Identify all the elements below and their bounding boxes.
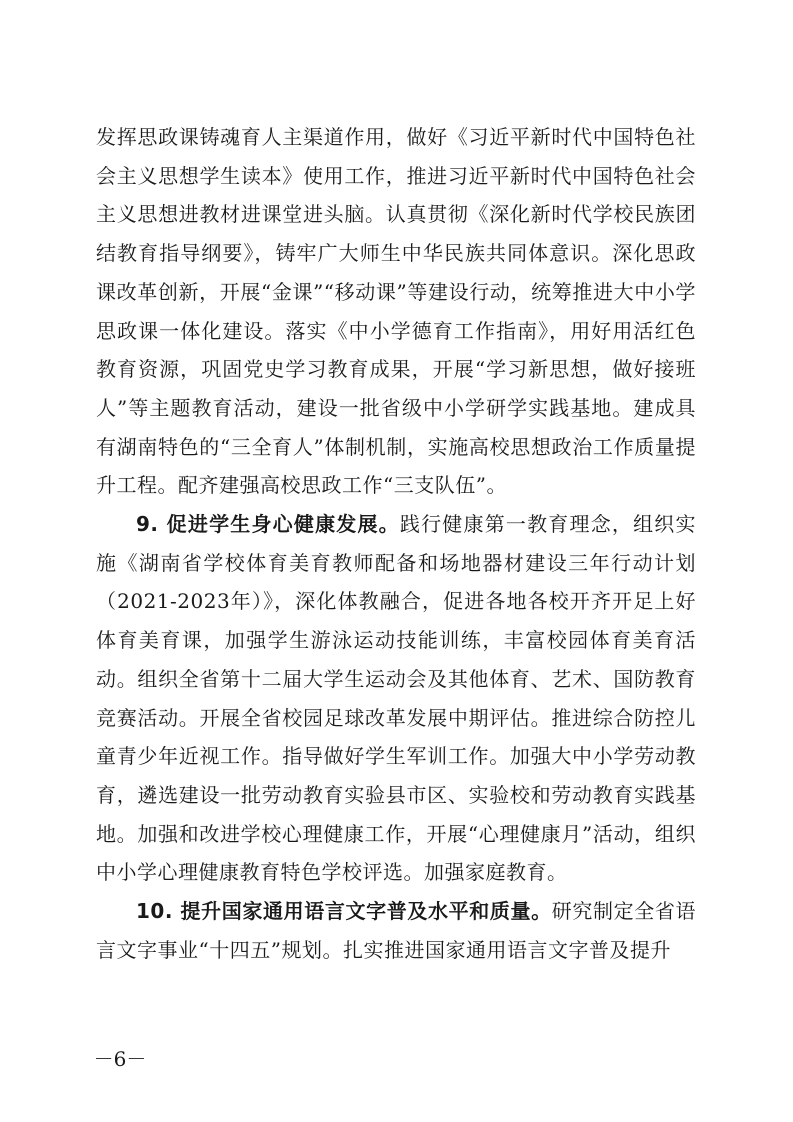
section-heading-10: 10. 提升国家通用语言文字普及水平和质量。 xyxy=(136,899,552,924)
page-number: －6－ xyxy=(93,1047,147,1071)
body-text xyxy=(96,118,696,969)
paragraph-2 xyxy=(96,505,696,892)
section-heading-9: 9. 促进学生身心健康发展。 xyxy=(136,512,400,537)
paragraph-2-body: 践行健康第一教育理念，组织实施《湖南省学校体育美育教师配备和场地器材建设三年行动计划（2021-2023年）》，深化体教融合，促进各地各校开齐开足上好体育美育课，加强学生游泳运动技能训练，丰富校园体育美育活动。组织全省第十二届大学生运动会及其他体育、艺术、国防教育竞赛活动。开展全省校园足球改革发展中期评估。推进综合防控儿童青少年近视工作。指导做好学生军训工作。加强大中小学劳动教育，遴选建设一批劳动教育实验县市区、实验校和劳动教育实践基地。加强和改进学校心理健康工作，开展“心理健康月”活动，组织中小学心理健康教育特色学校评选。加强家庭教育。 xyxy=(96,512,696,885)
paragraph-3-body: 研究制定全省语言文字事业“十四五”规划。扎实推进国家通用语言文字普及提升 xyxy=(96,899,696,962)
paragraph-1-body: 发挥思政课铸魂育人主渠道作用，做好《习近平新时代中国特色社会主义思想学生读本》使用工作，推进习近平新时代中国特色社会主义思想进教材进课堂进头脑。认真贯彻《深化新时代学校民族团结教育指导纲要》，铸牢广大师生中华民族共同体意识。深化思政课改革创新，开展“金课”“移动课”等建设行动，统筹推进大中小学思政课一体化建设。落实《中小学德育工作指南》，用好用活红色教育资源，巩固党史学习教育成果，开展“学习新思想，做好接班人”等主题教育活动，建设一批省级中小学研学实践基地。建成具有湖南特色的“三全育人”体制机制，实施高校思想政治工作质量提升工程。配齐建强高校思政工作“三支队伍”。 xyxy=(96,125,696,498)
paragraph-1 xyxy=(96,118,696,505)
paragraph-3 xyxy=(96,892,696,969)
